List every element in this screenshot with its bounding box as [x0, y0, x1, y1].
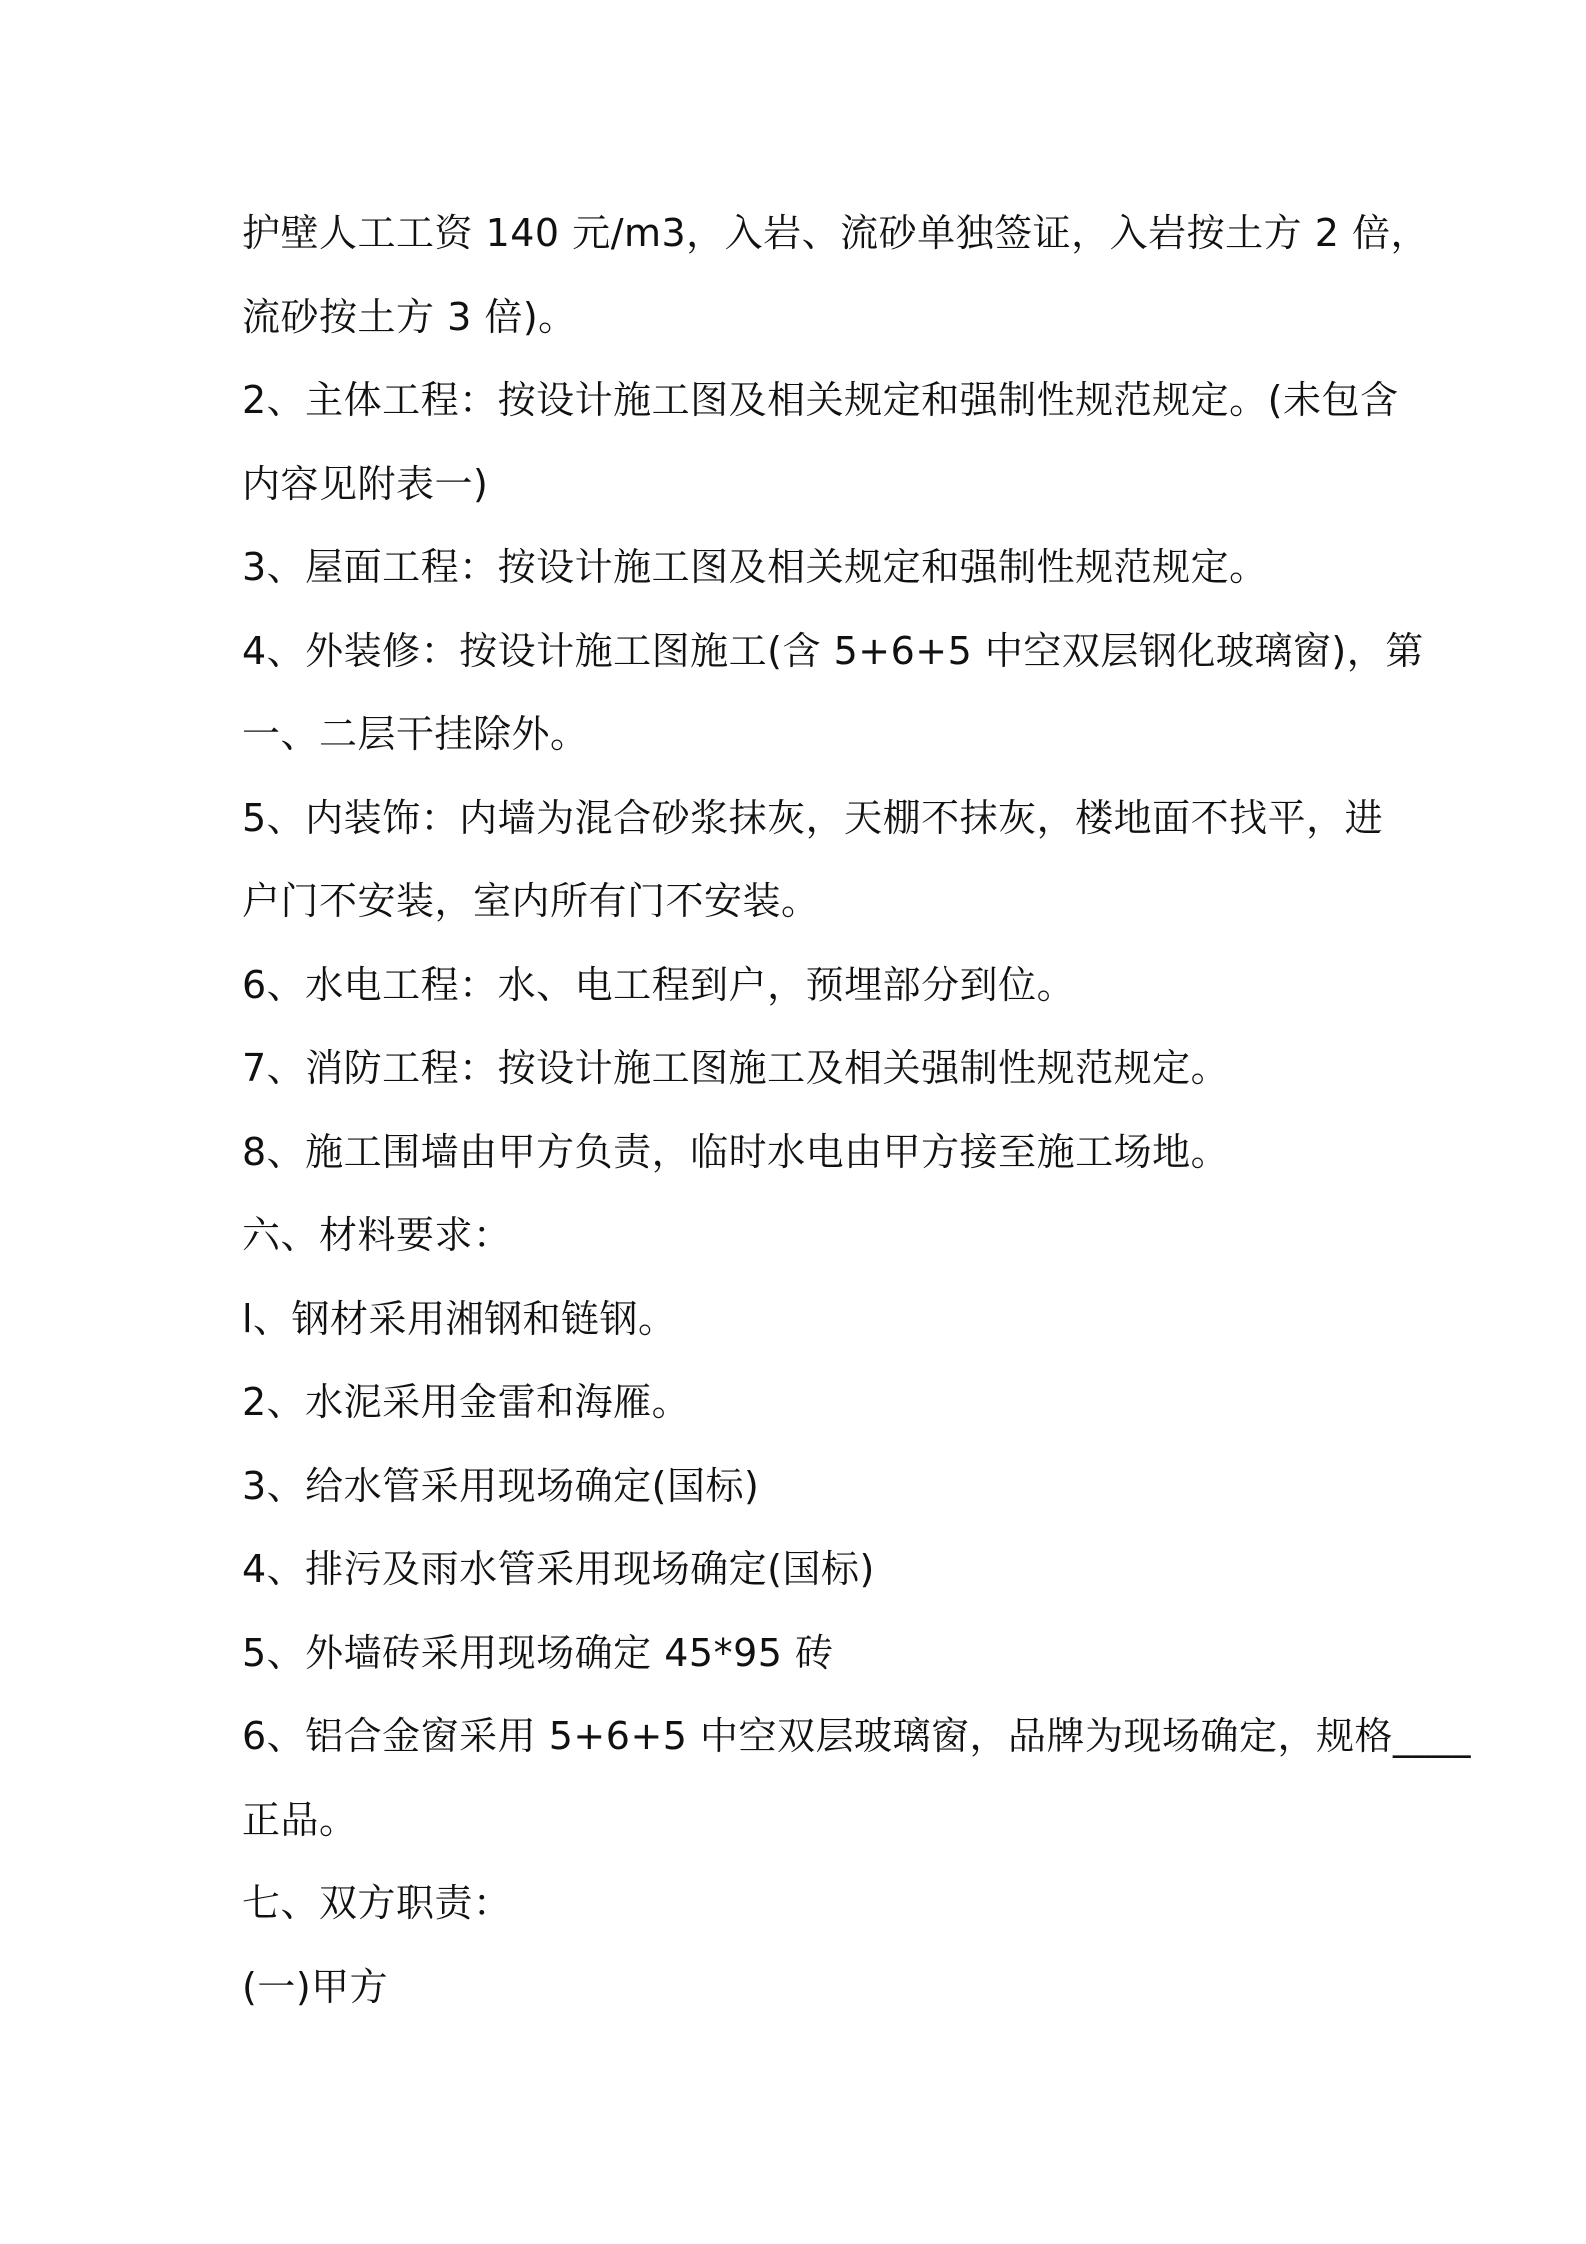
- text-line: 正品。: [242, 1797, 358, 1842]
- text-line: 6、铝合金窗采用 5+6+5 中空双层玻璃窗，品牌为现场确定，规格____: [242, 1714, 1472, 1758]
- text-line: 5、内装饰：内墙为混合砂浆抹灰，天棚不抹灰，楼地面不找平，进: [242, 795, 1384, 840]
- text-line: 7、消防工程：按设计施工图施工及相关强制性规范规定。: [242, 1046, 1230, 1090]
- section-heading: 六、材料要求：: [242, 1213, 512, 1257]
- text-line: 内容见附表一): [242, 461, 489, 506]
- text-line: 3、给水管采用现场确定(国标): [242, 1463, 760, 1508]
- subsection-heading: (一)甲方: [242, 1964, 389, 2009]
- text-line: 4、排污及雨水管采用现场确定(国标): [242, 1547, 875, 1591]
- document-body: [242, 192, 1472, 2029]
- section-heading: 七、双方职责：: [242, 1881, 512, 1925]
- text-line: 2、水泥采用金雷和海雁。: [242, 1380, 691, 1424]
- text-line: 流砂按土方 3 倍)。: [242, 294, 577, 339]
- text-line: 2、主体工程：按设计施工图及相关规定和强制性规范规定。(未包含: [242, 378, 1399, 422]
- text-line: 户门不安装，室内所有门不安装。: [242, 879, 820, 923]
- text-line: 3、屋面工程：按设计施工图及相关规定和强制性规范规定。: [242, 545, 1268, 589]
- text-line: 4、外装修：按设计施工图施工(含 5+6+5 中空双层钢化玻璃窗)，第: [242, 628, 1424, 673]
- text-line: l、钢材采用湘钢和链钢。: [242, 1296, 677, 1341]
- text-line: 一、二层干挂除外。: [242, 712, 589, 756]
- text-line: 8、施工围墙由甲方负责，临时水电由甲方接至施工场地。: [242, 1129, 1230, 1174]
- text-line: 护壁人工工资 140 元/m3，入岩、流砂单独签证，入岩按土方 2 倍，: [242, 211, 1430, 255]
- text-line: 6、水电工程：水、电工程到户，预埋部分到位。: [242, 962, 1076, 1007]
- text-line: 5、外墙砖采用现场确定 45*95 砖: [242, 1630, 834, 1675]
